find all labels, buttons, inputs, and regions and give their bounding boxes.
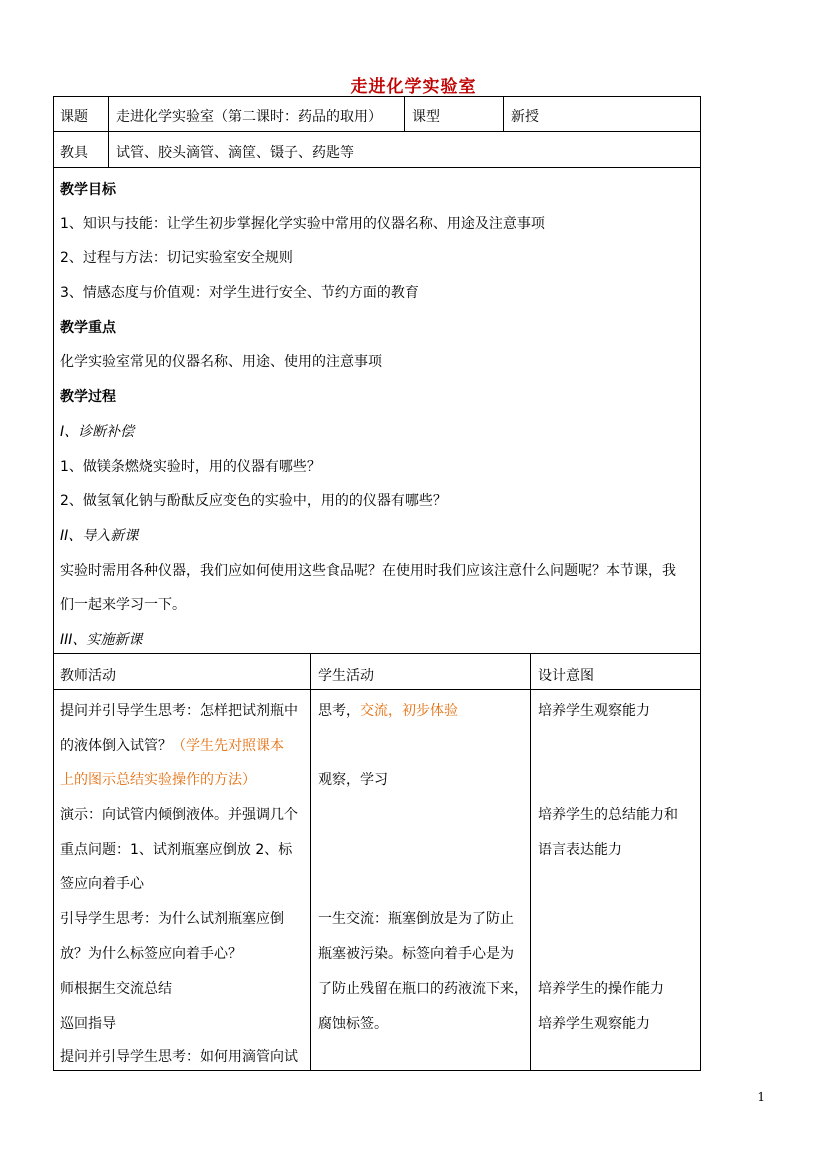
- objective-item: 2、过程与方法：切记实验室安全规则: [60, 250, 293, 266]
- section-intro: II、导入新课: [60, 528, 139, 544]
- teacher-line: 引导学生思考：为什么试剂瓶塞应倒: [60, 911, 284, 927]
- col-divider: [108, 96, 109, 167]
- student-line: 一生交流：瓶塞倒放是为了防止: [318, 911, 514, 927]
- student-line: 观察，学习: [318, 772, 388, 788]
- intent-line: 培养学生的操作能力: [538, 981, 664, 997]
- col-divider: [503, 96, 504, 131]
- student-line: 了防止残留在瓶口的药液流下来，: [318, 981, 528, 997]
- topic-value: 走进化学实验室（第二课时：药品的取用）: [116, 109, 382, 125]
- objectives-heading: 教学目标: [60, 182, 116, 198]
- teacher-note: 上的图示总结实验操作的方法）: [60, 772, 256, 788]
- col-header-intent: 设计意图: [538, 668, 594, 684]
- teacher-line: 师根据生交流总结: [60, 981, 172, 997]
- section-implement: III、实施新课: [60, 632, 143, 648]
- page-number: 1: [757, 1090, 765, 1104]
- label-topic: 课题: [60, 109, 88, 125]
- page-title: 走进化学实验室: [350, 77, 477, 97]
- student-note: 交流，初步体验: [360, 703, 458, 719]
- objective-item: 1、知识与技能：让学生初步掌握化学实验中常用的仪器名称、用途及注意事项: [60, 216, 545, 232]
- question-2: 2、做氢氧化钠与酚酞反应变色的实验中，用的的仪器有哪些？: [60, 493, 447, 509]
- student-text: 思考，: [318, 703, 360, 719]
- teacher-text: 的液体倒入试管？: [60, 738, 172, 754]
- col-divider: [530, 653, 531, 1071]
- type-value: 新授: [511, 109, 539, 125]
- teacher-note: （学生先对照课本: [172, 738, 284, 754]
- question-1: 1、做镁条燃烧实验时，用的仪器有哪些？: [60, 459, 321, 475]
- label-type: 课型: [412, 109, 440, 125]
- teacher-line: 签应向着手心: [60, 876, 144, 892]
- row-divider: [53, 689, 701, 690]
- col-header-student: 学生活动: [318, 668, 374, 684]
- tools-value: 试管、胶头滴管、滴筐、镊子、药匙等: [116, 145, 354, 161]
- process-heading: 教学过程: [60, 389, 116, 405]
- teacher-line: 重点问题：1、试剂瓶塞应倒放 2、标: [60, 842, 293, 858]
- intent-line: 培养学生观察能力: [538, 703, 650, 719]
- teacher-line: 演示：向试管内倾倒液体。并强调几个: [60, 807, 298, 823]
- row-divider: [53, 131, 701, 132]
- intent-line: 培养学生的总结能力和: [538, 807, 678, 823]
- intent-line: 语言表达能力: [538, 842, 622, 858]
- col-divider: [404, 96, 405, 131]
- intent-line: 培养学生观察能力: [538, 1016, 650, 1032]
- col-divider: [310, 653, 311, 1071]
- label-tools: 教具: [60, 145, 88, 161]
- intro-text-line2: 们一起来学习一下。: [60, 597, 186, 613]
- teacher-line: 提问并引导学生思考：如何用滴管向试: [60, 1049, 298, 1065]
- teacher-line: [60, 736, 284, 756]
- teacher-line: 提问并引导学生思考：怎样把试剂瓶中: [60, 703, 298, 719]
- col-header-teacher: 教师活动: [60, 668, 116, 684]
- student-line: [318, 701, 458, 721]
- row-divider: [53, 167, 701, 168]
- key-points-text: 化学实验室常见的仪器名称、用途、使用的注意事项: [60, 354, 382, 370]
- teacher-line: 巡回指导: [60, 1016, 116, 1032]
- teacher-line: 放？为什么标签应向着手心？: [60, 946, 242, 962]
- objective-item: 3、情感态度与价值观：对学生进行安全、节约方面的教育: [60, 285, 419, 301]
- student-line: 腐蚀标签。: [318, 1016, 388, 1032]
- key-points-heading: 教学重点: [60, 320, 116, 336]
- student-line: 瓶塞被污染。标签向着手心是为: [318, 946, 514, 962]
- section-diagnosis: I、诊断补偿: [60, 424, 135, 440]
- row-divider: [53, 653, 701, 654]
- intro-text-line1: 实验时需用各种仪器，我们应如何使用这些食品呢？在使用时我们应该注意什么问题呢？本节课，我: [60, 563, 676, 579]
